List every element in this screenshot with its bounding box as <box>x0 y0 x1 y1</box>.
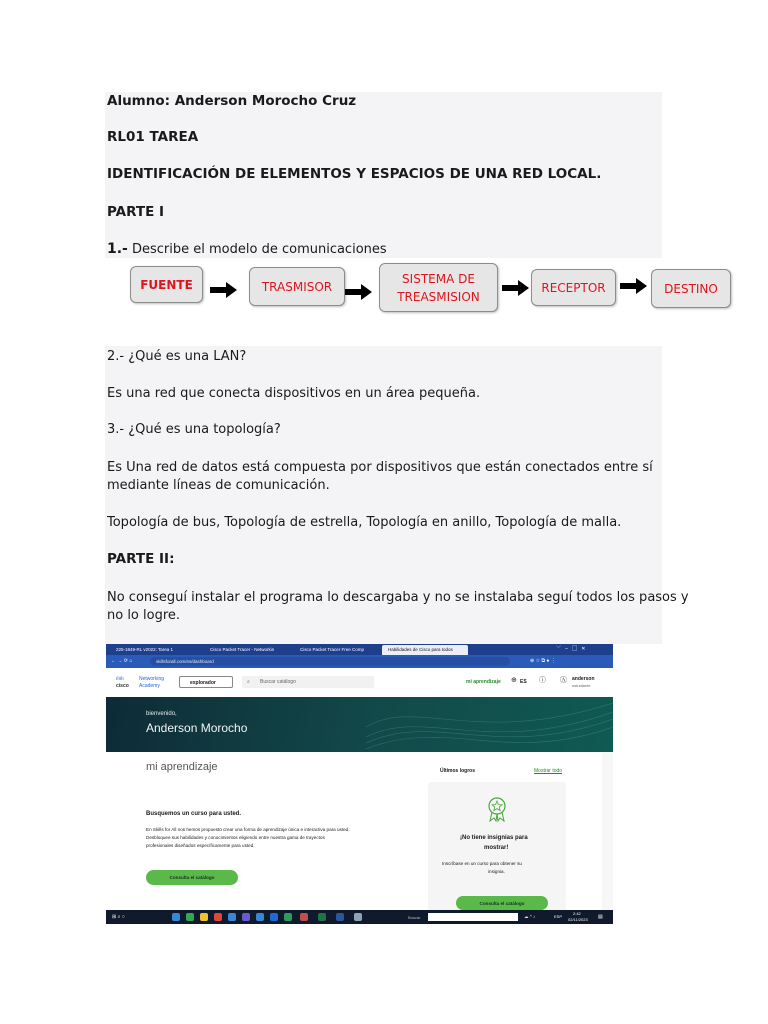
badges-card <box>428 782 566 917</box>
taskbar-search-field[interactable] <box>428 913 518 921</box>
search-placeholder: Buscar catálogo <box>260 679 296 685</box>
arrow-right-icon <box>620 277 648 295</box>
catalog-button[interactable]: Consulta el catálogo <box>146 870 238 885</box>
taskbar-app-icon[interactable] <box>200 913 208 921</box>
answer-2: Es una red que conecta dispositivos en un área pequeña. <box>107 386 481 401</box>
user-icon[interactable]: Ⓐ <box>560 677 567 684</box>
brand-line-1: Networking <box>139 676 165 682</box>
explore-button[interactable] <box>179 676 233 688</box>
tray-time: 2:42 <box>573 911 581 916</box>
taskbar-app-icon[interactable] <box>214 913 222 921</box>
arrow-right-icon <box>345 283 373 301</box>
course-body-line: profesionales diseñados específicamente para usted. <box>146 843 255 848</box>
taskbar-app-icon[interactable] <box>186 913 194 921</box>
catalog-search[interactable] <box>242 676 374 688</box>
nav-buttons-icon[interactable]: ← → ⟳ ⌂ <box>111 658 133 664</box>
browser-tab[interactable]: 225-1849-RL v2022: Tarea 1 <box>116 647 174 652</box>
course-body-line: En Skills for All nos hemos propuesto crear una forma de aprendizaje única e interactiva para usted. <box>146 827 350 832</box>
language-label: ES <box>520 679 527 685</box>
topology-types: Topología de bus, Topología de estrella, Topología en anillo, Topología de malla. <box>107 515 622 530</box>
badge-icon <box>486 796 508 822</box>
taskbar-app-icon[interactable] <box>318 913 326 921</box>
taskbar-app-icon[interactable] <box>172 913 180 921</box>
doc-title: IDENTIFICACIÓN DE ELEMENTOS Y ESPACIOS DE UNA RED LOCAL. <box>107 166 602 182</box>
section-title: mi aprendizaje <box>146 761 218 773</box>
my-learning-link[interactable]: mi aprendizaje <box>466 679 501 685</box>
question-1-text: Describe el modelo de comunicaciones <box>127 242 387 257</box>
flow-box-destination: DESTINO <box>651 269 731 308</box>
enroll-line-1: Inscríbase en un curso para obtener su <box>442 861 522 866</box>
tray-date: 02/11/2023 <box>568 917 588 922</box>
browser-tab-strip <box>106 644 613 655</box>
course-heading: Busquemos un curso para usted. <box>146 811 242 817</box>
question-3: 3.- ¿Qué es una topología? <box>107 422 281 437</box>
wave-pattern-icon <box>366 697 613 752</box>
site-nav <box>106 668 613 698</box>
help-icon[interactable]: ⓘ <box>539 677 546 684</box>
tray-icons-icon[interactable]: ☁ ^ ♪ <box>524 914 536 919</box>
no-badges-line-2: mostrar! <box>484 845 509 851</box>
show-all-link[interactable]: Mostrar todo <box>534 768 563 774</box>
course-body-line: Desbloquee sus habilidades y conocimientos eligiendo entre nuestra gama de trayectos <box>146 835 325 840</box>
notifications-icon[interactable]: ▤ <box>598 914 603 920</box>
flow-box-transmitter: TRASMISOR <box>249 267 345 306</box>
arrow-right-icon <box>210 281 238 299</box>
part-two-heading: PARTE II: <box>107 551 175 567</box>
taskbar-app-icon[interactable] <box>270 913 278 921</box>
part-one-heading: PARTE I <box>107 204 165 220</box>
answer-3-line-2: mediante líneas de comunicación. <box>107 478 330 493</box>
question-1-number: 1.- <box>107 241 128 257</box>
student-name: Alumno: Anderson Morocho Cruz <box>107 93 357 109</box>
search-icon: ⌕ <box>247 679 250 685</box>
taskbar-app-icon[interactable] <box>284 913 292 921</box>
brand-line-2: Academy <box>139 683 160 689</box>
flow-box-source: FUENTE <box>130 266 203 303</box>
arrow-right-icon <box>502 279 530 297</box>
taskbar-app-icon[interactable] <box>336 913 344 921</box>
taskbar-search-label: Buscar <box>408 915 421 920</box>
taskbar-app-icon[interactable] <box>354 913 362 921</box>
cisco-logo: ılıılı <box>116 676 124 682</box>
embedded-screenshot <box>106 644 613 924</box>
part-two-line-1: No conseguí instalar el programa lo descargaba y no se instalaba seguí todos los pasos y <box>107 590 689 605</box>
welcome-banner <box>106 697 613 752</box>
explore-label: explorador <box>190 680 216 686</box>
taskbar-app-icon[interactable] <box>256 913 264 921</box>
welcome-text: bienvenido, <box>146 711 177 717</box>
windows-start-icon[interactable]: ⊞ ⌕ ○ <box>112 914 125 920</box>
question-2: 2.- ¿Qué es una LAN? <box>107 349 247 364</box>
globe-icon[interactable]: ⊕ <box>511 677 517 684</box>
taskbar <box>106 910 613 924</box>
task-code: RL01 TAREA <box>107 129 199 145</box>
question-1 <box>107 240 387 259</box>
taskbar-app-icon[interactable] <box>228 913 236 921</box>
window-controls-icon[interactable]: ﹀ – ▢ ✕ <box>556 646 586 652</box>
address-bar <box>106 655 613 668</box>
flow-box-receiver: RECEPTOR <box>531 269 616 306</box>
part-two-line-2: no lo logre. <box>107 608 181 623</box>
tray-language: ESP <box>554 914 563 919</box>
catalog-button-secondary[interactable]: Consulta el catálogo <box>456 896 548 910</box>
hero-user-name: Anderson Morocho <box>146 721 248 735</box>
browser-actions-icon[interactable]: ⊕ ☆ ⧉ ● ⋮ <box>530 658 556 664</box>
answer-3-line-1: Es Una red de datos está compuesta por dispositivos que están conectados entre sí <box>107 460 653 475</box>
taskbar-app-icon[interactable] <box>242 913 250 921</box>
user-name: anderson <box>572 676 595 682</box>
page-scrollbar[interactable] <box>602 752 613 916</box>
browser-tab[interactable]: Cisco Packet Tracer - Networkin <box>210 647 275 652</box>
taskbar-app-icon[interactable] <box>300 913 308 921</box>
enroll-line-2: insignia. <box>488 869 505 874</box>
url-field[interactable]: skillsforall.com/es/dashboard <box>150 657 510 666</box>
cisco-wordmark: cisco <box>116 683 129 689</box>
browser-tab[interactable]: Cisco Packet Tracer Free Comp <box>300 647 365 652</box>
flow-box-transmission-system: SISTEMA DE TREASMISION <box>379 263 498 312</box>
achievements-title: Últimos logros <box>440 768 476 774</box>
user-role: estudiante <box>572 683 591 688</box>
browser-tab-active[interactable]: Habilidades de Cisco para todos <box>382 645 468 655</box>
no-badges-line-1: ¡No tiene insignias para <box>460 835 528 841</box>
